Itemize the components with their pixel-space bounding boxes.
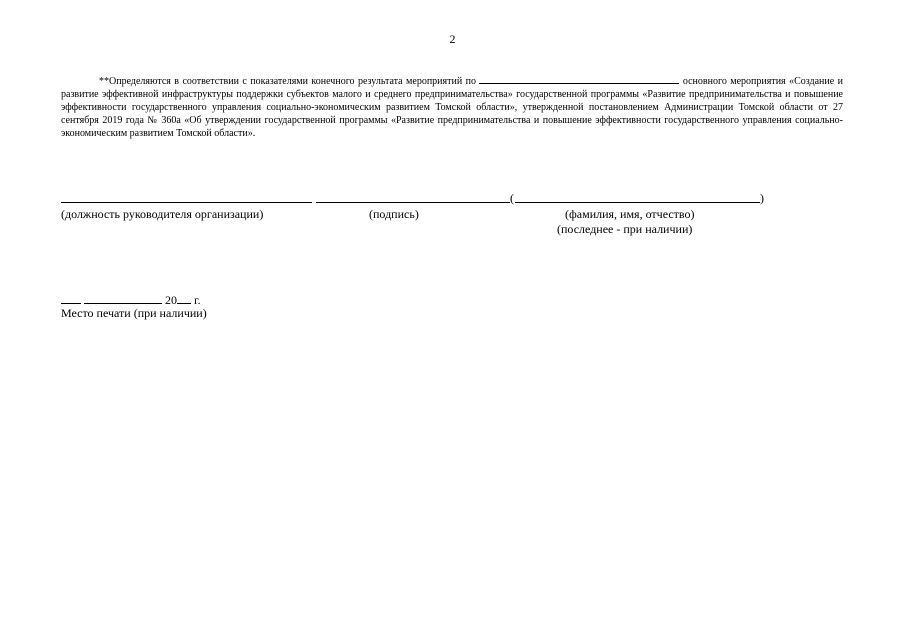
- year-suffix: г.: [194, 293, 201, 307]
- stamp-label: Место печати (при наличии): [61, 306, 207, 320]
- day-blank: [61, 292, 81, 304]
- year-blank: [177, 292, 191, 304]
- footnote-text-part2: основного мероприятия «Создание и развитие эффективной инфраструктуры поддержки субъектов малого и среднего предпринимательства» государственной программы «Развитие предпринимательства и повышение эффективности государственного управления социально-экономическим развитием Томской области», утвержденной постановлением Администрации Томской области от 27 сентября 2019 года № 360а «Об утверждении государственной программы «Развитие предпринимательства и повышение эффективности государственного управления социально-экономическим развитием Томской области».: [61, 76, 843, 139]
- month-blank: [84, 292, 162, 304]
- footnote-text-part1: **Определяются в соответствии с показателями конечного результата мероприятий по: [99, 76, 476, 87]
- name-line: [515, 202, 760, 203]
- name-caption: (фамилия, имя, отчество): [565, 207, 695, 221]
- footnote-blank-line: [479, 74, 679, 84]
- name-open-paren: (: [510, 191, 514, 205]
- page-number: 2: [449, 32, 456, 46]
- position-signature-line: [61, 202, 312, 203]
- footnote: [61, 74, 843, 140]
- year-prefix: 20: [165, 293, 177, 307]
- name-caption-note: (последнее - при наличии): [557, 222, 693, 236]
- signature-caption: (подпись): [369, 207, 419, 221]
- position-caption: (должность руководителя организации): [61, 207, 264, 221]
- name-close-paren: ): [760, 191, 764, 205]
- signature-line: [316, 202, 510, 203]
